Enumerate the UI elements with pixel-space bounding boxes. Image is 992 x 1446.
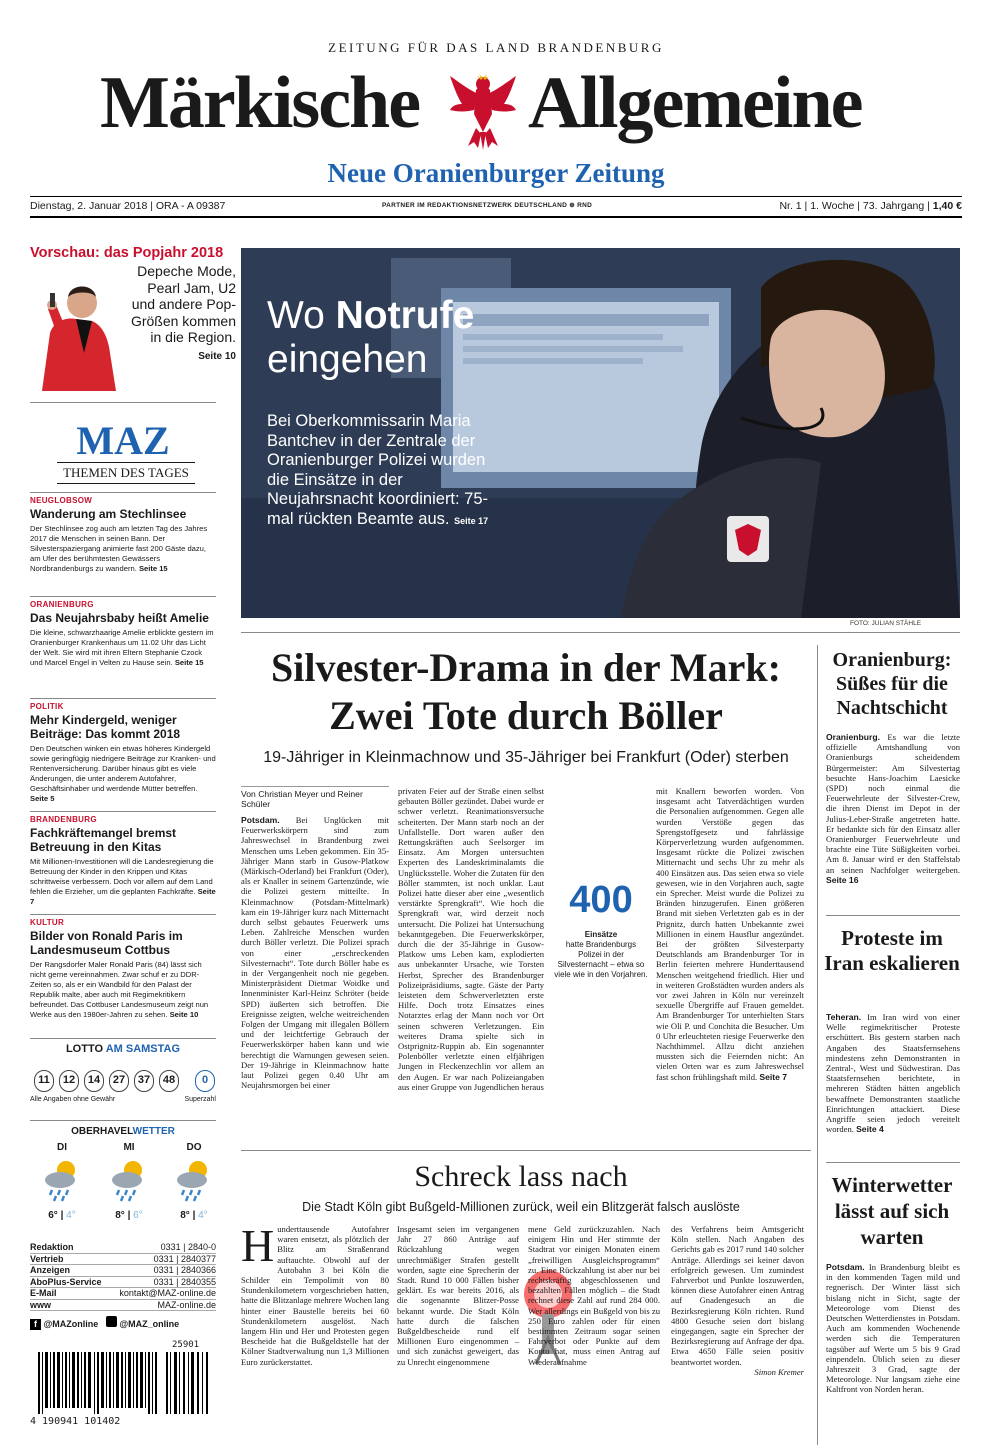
barcode-bars (38, 1352, 158, 1414)
topic-headline: Das Neujahrsbaby heißt Amelie (30, 611, 209, 625)
page-ref: Seite 10 (198, 350, 236, 362)
issue-meta-line (30, 200, 962, 216)
preview-title: Vorschau: das Popjahr 2018 (30, 245, 224, 261)
topic-body: Der Rangsdorfer Maler Ronald Paris (84) lässt sich nicht gerne vereinnahmen. Zwar schuf er zu DDR-Zeiten so, als er ein Wandbild für den Palast der Republik malte, aber auch mit Regimekritikern befreundet. Das Cottbuser Landesmuseum zeigt nun Werke aus den 1980er-Jahren zu sehen. Seite 10 (30, 960, 209, 1019)
lotto-numbers (32, 1070, 218, 1094)
lotto-number: 11 (34, 1070, 54, 1092)
sun-cloud-rain-icon (42, 1156, 82, 1204)
weather-temp: 6° | 4° (48, 1210, 76, 1221)
barcode-issue: 25901 (172, 1340, 200, 1350)
facebook-icon: f (30, 1319, 41, 1330)
right-body: Potsdam. In Brandenburg bleibt es in den kommenden Tagen mild und regnerisch. Der Winter lässt sich bislang nicht in Sicht, sagte der Meteorologe vom Dienst des Deutschen Wetterdienstes in Potsdam. Auch am kommenden Wochenende werden sich die Temperaturen tagsüber auf Werte um 5 bis 9 Grad einpendeln. Üblich seien zu dieser Jahreszeit 3 Grad, sagte der Meteorologe. Nur langsam ziehe eine Kaltfront von Norden heran. (826, 1262, 961, 1395)
right-headline[interactable]: Winterwetter lässt auf sich warten (831, 1173, 953, 1249)
twitter-icon (106, 1316, 117, 1327)
right-headline[interactable]: Proteste im Iran eskalieren (824, 926, 960, 975)
topic-item[interactable] (30, 596, 216, 668)
bottom-column: mene Geld zurückzuzahlen. Nach einigem Hin und Her stimmte der Stadtrat vor einigen Monaten einem „freiwilligen Ausgleichsprogramm“ zu. Eine Rückzahlung ist aber nur bei rechtskräftig abgeschlossenen und bezahlten Fällen möglich – die Stadt rechnet diese Zahl auf rund 284 000. Wer allerdings ein Bußgeld von bis zu 250 Euro zahlen oder für einen bestimmten Zeitraum sogar seinen Fahrverbot oder Punkte auf dem Konto hat, muss einen Antrag auf Wiederaufnahme (528, 1224, 660, 1367)
topic-item[interactable] (30, 914, 216, 1020)
divider (826, 915, 960, 916)
lotto-footnote: Alle Angaben ohne Gewähr Superzahl (30, 1096, 216, 1103)
topic-item[interactable] (30, 698, 216, 804)
weather-day: DI (57, 1142, 67, 1153)
right-body: Teheran. Im Iran wird von einer Welle regimekritischer Proteste erschüttert. Bis gestern starben nach Angaben des Staatsfernsehens mindestens zehn Demonstranten in Zentral-, West und Südwestiran. Das Staatsfernsehen berichtete, in mehreren Städten hätten angeblich bewaffnete Demonstranten staatliche Einrichtungen attackiert. Diese Angriffe seien jedoch vereitelt worden. Seite 4 (826, 1012, 960, 1135)
bottom-author: Simon Kremer (754, 1366, 804, 1377)
topic-body: Der Stechlinsee zog auch am letzten Tag des Jahres 2017 die Menschen in seinen Bann. Der Silvesterspaziergang animierte fast 200 Gäste dazu, am Ufer des berühmtesten Gewässers Nordbrandenburgs zu wandern. Seite 15 (30, 524, 208, 573)
topic-item[interactable] (30, 492, 216, 574)
twitter-handle[interactable]: @MAZ_online (119, 1319, 180, 1329)
masthead-title-left: Märkische (100, 62, 420, 144)
weather-title: OBERHAVELWETTER (30, 1120, 216, 1137)
contact-row: E-Mail kontakt@MAZ-online.de (30, 1288, 216, 1298)
bottom-subheadline: Die Stadt Köln gibt Bußgeld-Millionen zurück, weil ein Blitzgerät falsch auslöste (302, 1200, 740, 1214)
topic-body: Den Deutschen winken ein etwas höheres Kindergeld sowie geringfügig niedrigere Beiträge zur Kranken- und Rentenversicherung. Darüber hinaus gibt es viele Änderungen, die unter anderem Autofahrer, Geschäftsinhaber und werdende Mütter betreffen. Seite 5 (30, 744, 216, 803)
lotto-number: 48 (159, 1070, 179, 1092)
contact-row: Vertrieb 0331 | 2840377 (30, 1253, 216, 1264)
facebook-handle[interactable]: @MAZonline (43, 1319, 99, 1329)
divider (241, 632, 960, 633)
right-headline[interactable]: Oranienburg: Süßes für die Nachtschicht (832, 649, 952, 719)
masthead-tagline: ZEITUNG FÜR DAS LAND BRANDENBURG (328, 40, 664, 55)
lotto-number: 27 (109, 1070, 129, 1092)
divider (817, 645, 818, 1445)
weather-temp: 8° | 4° (180, 1210, 208, 1221)
themen-subtitle: THEMEN DES TAGES (57, 462, 195, 484)
contact-box (30, 1242, 216, 1311)
page-ref: Seite 17 (454, 515, 489, 526)
lotto-number: 12 (59, 1070, 79, 1092)
sun-cloud-rain-icon (174, 1156, 214, 1204)
price: 1,40 € (932, 200, 962, 212)
singer-photo (32, 263, 130, 391)
barcode-number: 4 190941 101402 (30, 1416, 121, 1427)
lotto-number: 37 (134, 1070, 154, 1092)
lotto-superzahl: 0 (195, 1070, 215, 1092)
stat-caption: Einsätze hatte Brandenburgs Polizei in der Silvesternacht – etwa so viele wie in den Vorjahren. (554, 930, 648, 979)
divider (30, 216, 962, 218)
hero-photo[interactable] (241, 248, 960, 618)
lead-column: mit Knallern beworfen worden. Von insgesamt acht Tatverdächtigen wurden die Personalien aufgenommen. Gegen alle wurden Verstöße gegen das Sprengstoffgesetz und fahrlässige Körperverletzung wurden aufgenommen. Insgesamt rückte die Polizei zwischen Mitternacht und sechs Uhr zu mehr als 400 Einsätzen aus. Das seien etwa so viele gewesen, wie in den Vorjahren auch, sagte ein Sprecher. Meist wurde die Polizei zu Bränden hinzugerufen. Einen größeren Brand mit sieben Verletzten gab es in der Prignitz, durch hatten Unbekannte zwei Millionen in einem Hausflur angezündet. Bei der größten Silvesterparty Deutschlands am Brandenburger Tor in Berlin feierten mehrere Hunderttausend Menschen weitgehend friedlich. Hier und in weiteren Großstädten wurden anders als vor zwei Jahren in Köln nur vereinzelt sexuelle Übergriffe auf Frauen gemeldet. Am Brandenburger Tor unterhielten Stars wie Oli P. und Conchita die Besucher. Um 0 Uhr erleuchteten riesige Feuerwerke den Nachthimmel. Allzu dicht anziehen mussten sich die Feiernden nicht: An vielen Orten war es zum Jahreswechsel fast schon frühlingshaft mild. Seite 7 (656, 786, 804, 1082)
lead-column: Potsdam. Bei Unglücken mit Feuerwerkskörpern sind zum Jahreswechsel in Brandenburg zwei Menschen ums Leben gekommen. Ein 35-Jähriger Mann starb in Gusow-Platkow (Märkisch-Oderland) bei Frankfurt (Oder), als er Knaller in seinem Gartenzünde, wie die Polizei gestern mitteilte. In Kleinmachnow (Potsdam-Mittelmark) kam ein 19-Jähriger kurz nach Mitternacht durch selbst gebautes Feuerwerk ums Leben. Zahlreiche Menschen wurden durch Böller verletzt. Die Polizei sprach von einer „erschreckenden Silvesternacht“. Tote durch Böller habe es in der Vergangenheit noch nie gegeben. Ministerpräsident Dietmar Woidke und Innenminister Karl-Heinz Schröter (beide SPD) äußerten sich betroffen. Die Ereignisse zeigten, welche weitreichenden Folgen der Umgang mit illegalen Böllern und der leichtfertige Gebrauch der Feuerwerkskörper haben kann und wie berechtigt die Warnungen gewesen seien. Der 19-Jährige in Kleinmachnow hatte laut Polizei gegen 0.40 Uhr am Neujahrsmorgen bei einer (241, 815, 389, 1091)
lead-headline[interactable]: Silvester-Drama in der Mark: Zwei Tote durch Böller (271, 645, 781, 738)
right-body: Oranienburg. Es war die letzte offizielle Amtshandlung von Oranienburgs scheidendem Bürgermeister: Am Silvestertag besuchte Hans-Joachim Laesicke (SPD) noch einmal die Feuerwehrleute der Silvester-Crew, die ihren Dienst im Depot in der Julius-Leber-Straße angetreten hatte. Er bedankte sich für den Einsatz aller Oranienburger Feuerwehrleute und brachte eine Tüte Süßigkeiten vorbei. Am 8. Januar wird er den Staffelstab an seinen Nachfolger weitergeben. Seite 16 (826, 732, 960, 885)
issue-date: Dienstag, 2. Januar 2018 | ORA - A 09387 (30, 200, 226, 212)
divider (30, 402, 216, 403)
brandenburg-eagle-icon (448, 70, 518, 150)
topic-headline: Mehr Kindergeld, weniger Beiträge: Das kommt 2018 (30, 713, 181, 741)
maz-logo: MAZ (76, 418, 170, 463)
bottom-column: des Verfahrens beim Amtsgericht Köln stellen. Nach Angaben des Gerichts gab es 2017 rund 140 solcher Anträge. Allerdings sei keiner davon erfolgreich gewesen. Um zumindest Fahrverbot und Punkte loszuwerden, können diese Autofahrer einen Antrag auf Gnadengesuch an die Bezirksregierung Köln richten. Rund 4800 Gesuche seien dort bislang eingegangen, sagte ein Sprecher der Bezirksregierung auf Anfrage der dpa. Etwa 4650 Fälle seien positiv beantwortet worden. Simon Kremer (671, 1224, 804, 1377)
divider (241, 1150, 811, 1151)
hero-headline: Wo Notrufe eingehen (267, 294, 475, 381)
topic-kicker: BRANDENBURG (30, 811, 216, 824)
hero-caption: Bei Oberkommissarin Maria Bantchev in der Zentrale der Oranienburger Polizei wurden die Einsätze in der Neujahrsnacht koordiniert: 75-mal rückten Beamte aus. Seite 17 (267, 412, 489, 528)
contact-row: Anzeigen 0331 | 2840366 (30, 1265, 216, 1275)
social-links (30, 1316, 216, 1330)
contact-row: AboPlus-Service 0331 | 2840355 (30, 1276, 216, 1287)
barcode-addon (166, 1352, 210, 1414)
lotto-title: LOTTO AM SAMSTAG (30, 1038, 216, 1055)
topic-body: Die kleine, schwarzhaarige Amelie erblickte gestern im Oranienburger Krankenhaus um 11.02 Uhr das Licht der Welt. Sie wird mit ihren Eltern Stephanie Czock und Marcel Engel in Velten zu Hause sein. Seite 15 (30, 628, 214, 667)
lead-subheadline: 19-Jähriger in Kleinmachnow und 35-Jähriger bei Frankfurt (Oder) sterben (263, 749, 789, 766)
topic-item[interactable] (30, 811, 216, 907)
dropcap: H (241, 1220, 275, 1271)
partner-notice: PARTNER IM REDAKTIONSNETZWERK DEUTSCHLAND ⊕ RND (382, 202, 593, 209)
weather-temp: 8° | 6° (115, 1210, 143, 1221)
topic-body: Mit Millionen-Investitionen will die Landesregierung die Betreuung der Kinder in den Krippen und Kitas schrittweise verbessern. Doch vor allem auf dem Land fehlen die Erzieher, um die geplanten Fachkräfte. Seite 7 (30, 857, 216, 906)
bottom-column: Insgesamt seien im vergangenen Jahr 27 860 Anträge auf Rückzahlung wegen unrechtmäßiger Strafen gestellt worden, sagte eine Sprecherin der Stadt. Rund 10 000 Fällen bisher geklärt. Es war bereits 2016, als die sogenannte Blitzer-Posse bekannt wurde. Die Stadt Köln hatte durch die falschen Bußgeldbescheide rund elf Millionen Euro eingenommen – und sich zunächst geweigert, das zu Unrecht eingenommene (397, 1224, 519, 1367)
lotto-number: 14 (84, 1070, 104, 1092)
lead-column: privaten Feier auf der Straße einen selbst gebauten Böller gezündet. Dabei wurde er schwer verletzt. Reanimationsversuche scheiterten. Der Mann starb noch an der Unfallstelle. Dort waren außer den Rettungskräften auch Seelsorger im Einsatz. Am Morgen untersuchten Experten des Landeskriminalamts die Unglücksstelle. Woher die Zutaten für den Böller stammten, ist noch unklar. Laut Polizei hatte dieser aber eine „wesentlich verstärkte Sprengkraft“. Wie hoch die Sprengkraft war, wird derzeit noch untersucht. Die Polizei hat Untersuchung bekanntgegeben. Die Feuerwerkskörper, durch die der 35-Jährige in Gusow-Platkow ums Leben kam, explodierten aus unbekannter Ursache, wie Torsten Herbst, Sprecher des Brandenburger Polizeipräsidiums, sagte. Gäste der Party leisteten dem Schwerverletzten erste Hilfe. Doch trotz Einsatzes eines Notarztes erlag der Mann noch vor Ort seinen schweren Verletzungen. Ein weiteres Drama spielte sich in Ostprignitz-Ruppin ab. Ein sogenannter Polenböller verletzte einen elfjährigen Jungen in Fleckenzechlin vor allem an den Augen. Er war nach Polizeiangaben aus einer Gruppe von Jugendlichen heraus (398, 786, 544, 1092)
bottom-column: Hunderttausende Autofahrer waren entsetzt, als plötzlich der Blitz am Straßenrand auftauchte. Obwohl auf der Autobahn 3 bei Köln die Schilder ein Tempolimit von 80 Stundenkilometern vorgeschrieben hatten, hatte die Blitzanlage mehrere Wochen lang hinter einer Baustelle bereits bei 60 Stundenkilometern ausgelöst. Nach langem Hin und Her und Protesten gegen Bescheide hat die Bußgeldstelle hat der Kölner Stadtverwaltung nun 1,3 Millionen Euro zurückerstattet. (241, 1220, 389, 1367)
photo-credit: FOTO: JULIAN STÄHLE (850, 620, 922, 627)
page-ref: Seite 7 (759, 1071, 788, 1082)
topic-kicker: NEUGLOBSOW (30, 492, 216, 505)
preview-text: Depeche Mode, Pearl Jam, U2 und andere Pop-Größen kommen in die Region. Seite 10 (130, 263, 236, 362)
stat-value: 400 (569, 879, 633, 921)
issue-number: Nr. 1 | 1. Woche | 73. Jahrgang | 1,40 € (779, 200, 962, 212)
weather-day: DO (186, 1142, 202, 1153)
bottom-headline[interactable]: Schreck lass nach (414, 1160, 628, 1193)
weather-day: MI (123, 1142, 135, 1153)
divider (30, 196, 962, 197)
topic-kicker: KULTUR (30, 914, 216, 927)
topic-headline: Bilder von Ronald Paris im Landesmuseum Cottbus (30, 929, 183, 957)
sun-cloud-rain-icon (109, 1156, 149, 1204)
topic-headline: Fachkräftemangel bremst Betreuung in den Kitas (30, 826, 177, 854)
contact-row: Redaktion 0331 | 2840-0 (30, 1242, 216, 1252)
topic-kicker: POLITIK (30, 698, 216, 711)
topic-headline: Wanderung am Stechlinsee (30, 507, 187, 521)
contact-row: www MAZ-online.de (30, 1299, 216, 1310)
topic-kicker: ORANIENBURG (30, 596, 216, 609)
lead-author: Von Christian Meyer und Reiner Schüler (241, 786, 389, 809)
masthead-subtitle: Neue Oranienburger Zeitung (327, 158, 665, 188)
barcode (30, 1340, 216, 1430)
preview-teaser[interactable] (30, 245, 236, 395)
masthead-title-right: Allgemeine (528, 62, 862, 144)
divider (826, 1162, 960, 1163)
